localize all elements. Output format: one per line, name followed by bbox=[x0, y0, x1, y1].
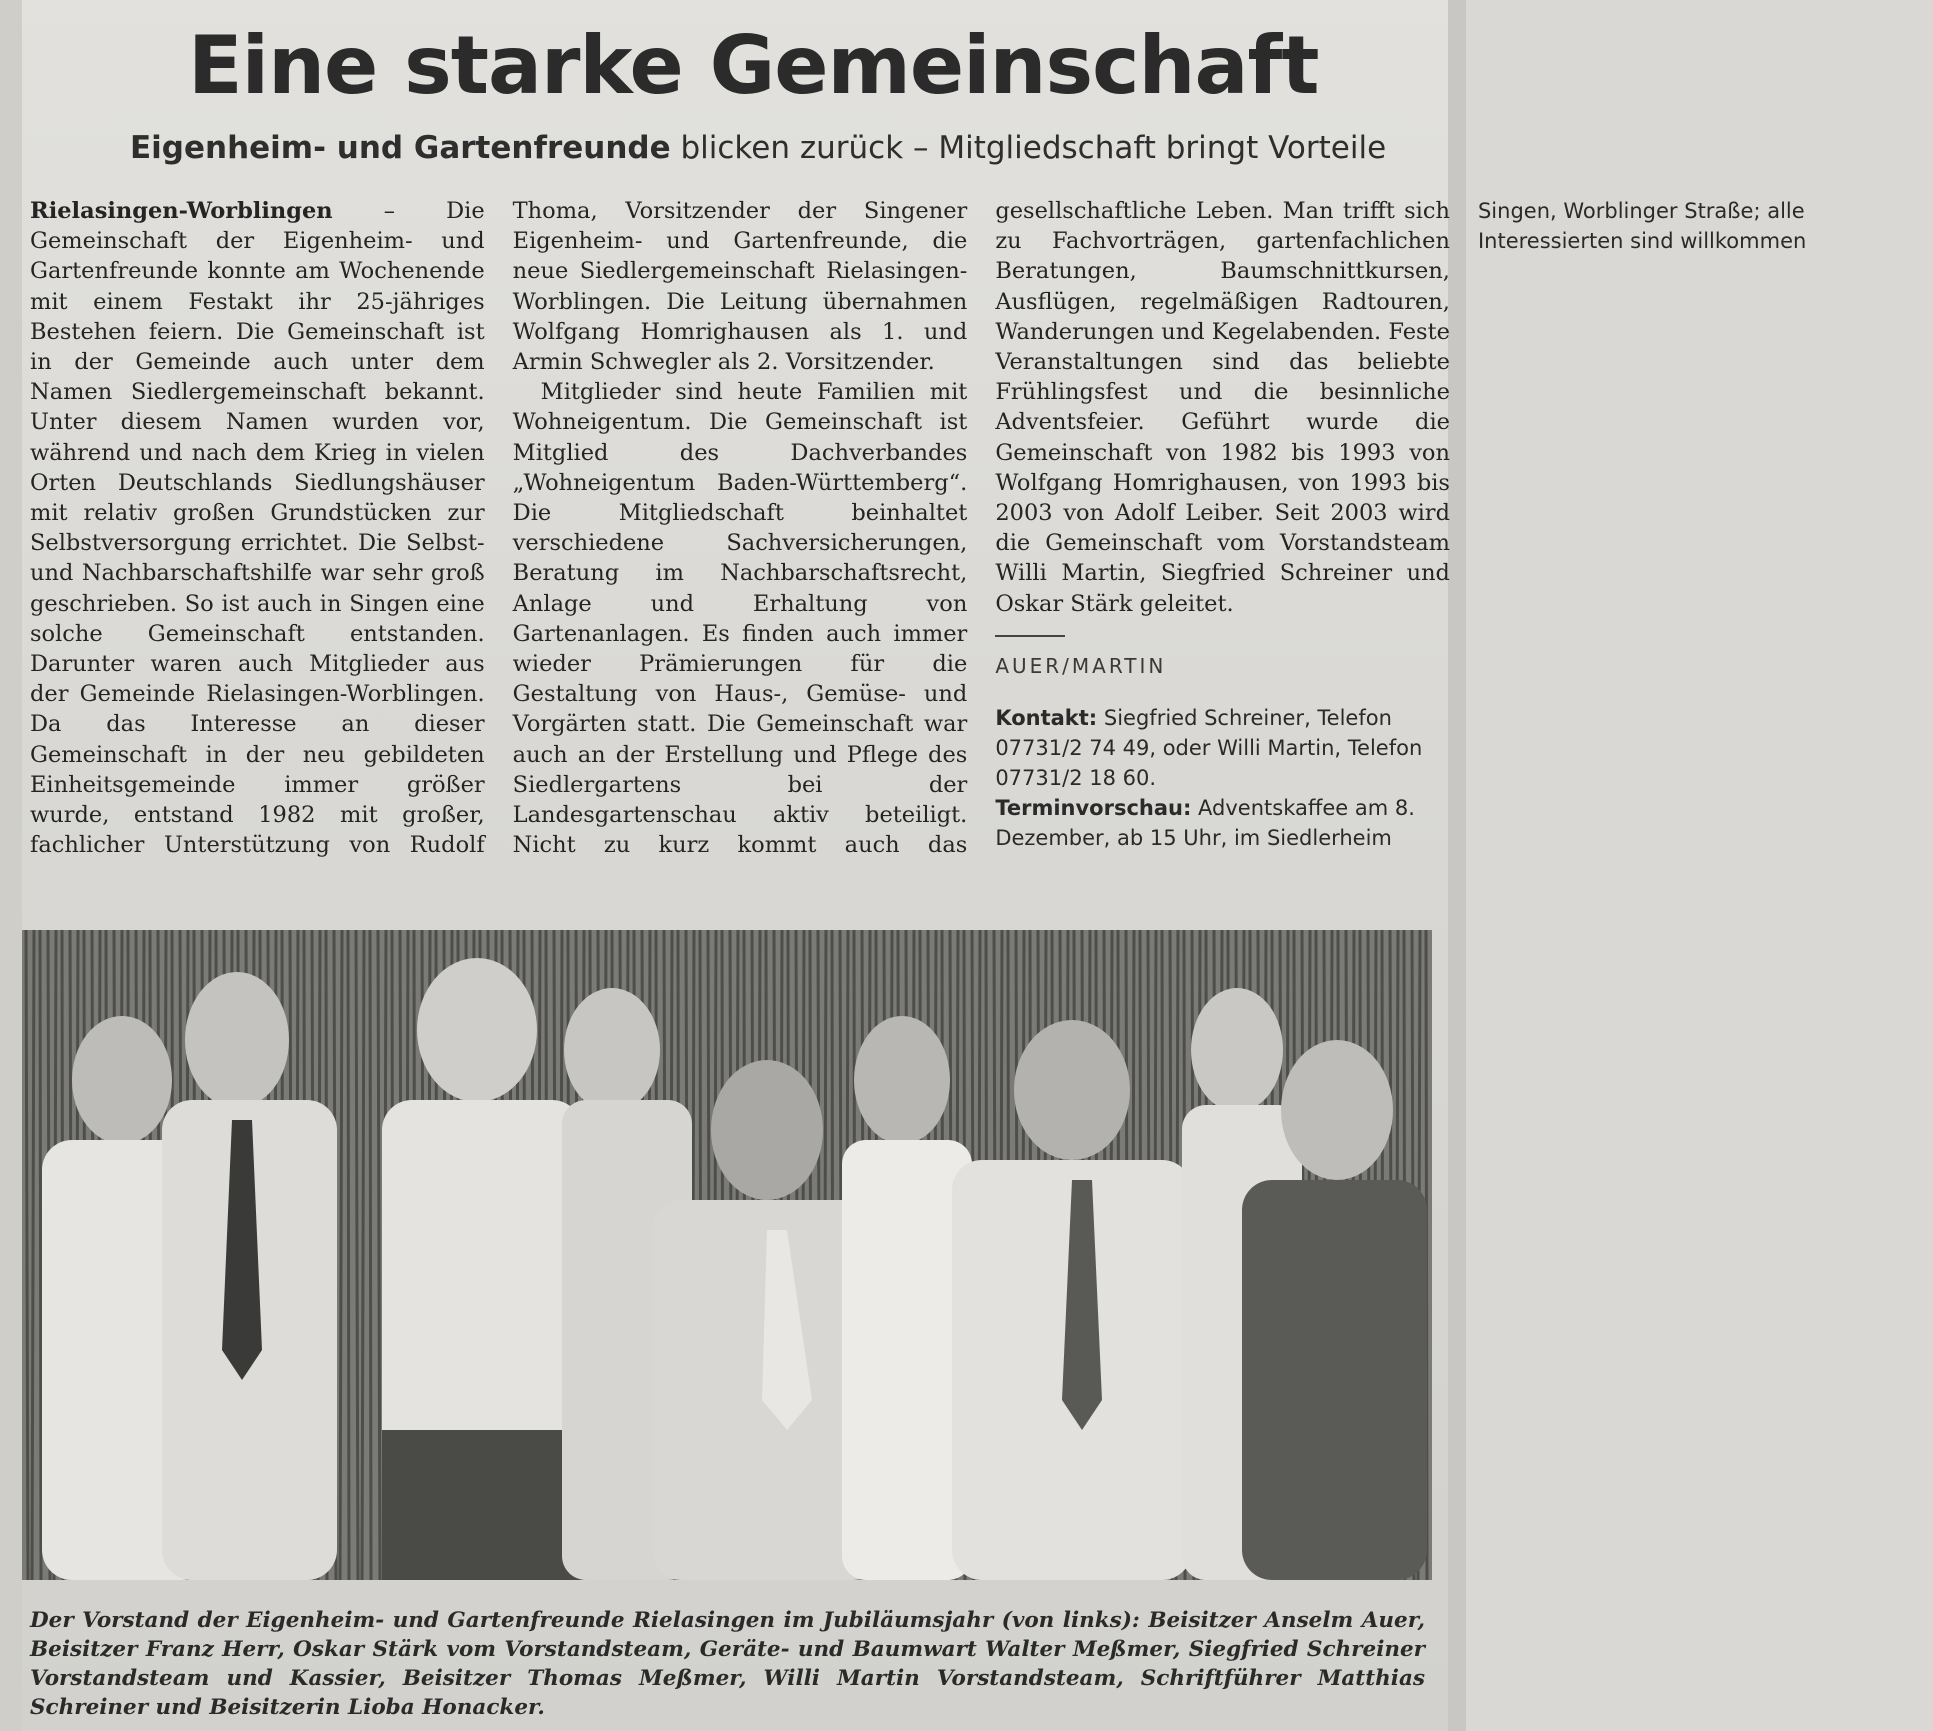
page-edge-right bbox=[1448, 0, 1466, 1731]
article-body bbox=[30, 196, 1807, 872]
photo-caption: Der Vorstand der Eigenheim- und Gartenfreunde Rielasingen im Jubiläumsjahr (von links): Beisitzer Anselm Auer, Beisitzer Franz Herr, Oskar Stärk vom Vorstandsteam, Geräte- und Baumwart Walter Meßmer, Siegfried Schreiner Vorstandsteam und Kassier, Beisitzer Thomas Meßmer, Willi Martin Vorstandsteam, Schriftführer Matthias Schreiner und Beisitzerin Lioba Honacker. bbox=[30, 1608, 1425, 1720]
contact-text: Siegfried Schreiner, Telefon 07731/2 74 49, oder Willi Martin, Telefon 07731/2 18 60. bbox=[995, 706, 1423, 791]
article-paragraph-2: Mitglieder sind heute Familien mit Wohneigentum. Die Gemeinschaft ist Mitglied des Dachverbandes „Wohneigentum Baden-Württemberg“. Die Mitgliedschaft beinhaltet verschiedene Sachversicherungen, Beratung im Nachbarschaftsrecht, Anlage und Erhaltung von Gartenanlagen. Es finden auch immer wieder Prämierungen für die Gestaltung von Haus-, Gemüse- und Vorgärten statt. Die Gemeinschaft war auch an der Erstellung und Pflege des Siedlergartens bei der Landesgartenschau aktiv beteiligt. Nicht zu kurz kommt auch das gesellschaftliche Leben. Man trifft sich zu Fachvorträgen, gartenfachlichen Beratungen, Baumschnittkursen, Ausflügen, regelmäßigen Radtouren, Wanderungen und Kegelabenden. Feste Veranstaltungen sind das beliebte Frühlingsfest und die besinnliche Adventsfeier. Geführt wurde die Gemeinschaft von 1982 bis 1993 von Wolfgang Homrighausen, von 1993 bis 2003 von Adolf Leiber. Seit 2003 wird die Gemeinschaft vom Vorstandsteam Willi Martin, Siegfried Schreiner und Oskar Stärk geleitet. bbox=[512, 198, 1450, 859]
subheadline-rest: blicken zurück – Mitgliedschaft bringt Vorteile bbox=[670, 130, 1387, 166]
contact-info bbox=[995, 703, 1450, 793]
event-preview-label: Terminvorschau: bbox=[995, 796, 1192, 821]
article-byline: AUER/MARTIN bbox=[995, 653, 1167, 678]
byline-rule bbox=[995, 635, 1065, 637]
page-edge-left bbox=[0, 0, 22, 1731]
article-dateline: Rielasingen-Worblingen bbox=[30, 198, 333, 224]
group-photo bbox=[22, 930, 1432, 1580]
article-paragraph-1-text: – Die Gemeinschaft der Eigenheim- und Gartenfreunde konnte am Wochenende mit einem Festakt ihr 25-jähriges Bestehen feiern. Die Gemeinschaft ist in der Gemeinde auch unter dem Namen Siedlergemeinschaft bekannt. Unter diesem Namen wurden vor, während und nach dem Krieg in vielen Orten Deutschlands Siedlungshäuser mit relativ großen Grundstücken zur Selbstversorgung errichtet. Die Selbst- und Nachbarschaftshilfe war sehr groß geschrieben. So ist auch in Singen eine solche Gemeinschaft entstanden. Darunter waren auch Mitglieder aus der Gemeinde Rielasingen-Worblingen. Da das Interesse an dieser Gemeinschaft in der neu gebildeten Einheitsgemeinde immer größer wurde, entstand 1982 mit großer, fachlicher Unterstützung von Rudolf Thoma, Vorsitzender der Singener Eigenheim- und Gartenfreunde, die neue Siedlergemeinschaft Rielasingen-Worblingen. Die Leitung übernahmen Wolfgang Homrighausen als 1. und Armin Schwegler als 2. Vorsitzender. bbox=[30, 198, 968, 859]
subheadline-bold: Eigenheim- und Gartenfreunde bbox=[130, 130, 671, 166]
contact-label: Kontakt: bbox=[995, 706, 1098, 731]
article-subheadline bbox=[130, 126, 1387, 170]
article-headline: Eine starke Gemeinschaft bbox=[188, 19, 1319, 112]
event-preview-text: Adventskaffee am 8. Dezember, ab 15 Uhr, im Siedlerheim Singen, Worblinger Straße; alle Interessierten sind willkommen bbox=[995, 199, 1807, 851]
group-photo-illustration bbox=[22, 930, 1432, 1580]
